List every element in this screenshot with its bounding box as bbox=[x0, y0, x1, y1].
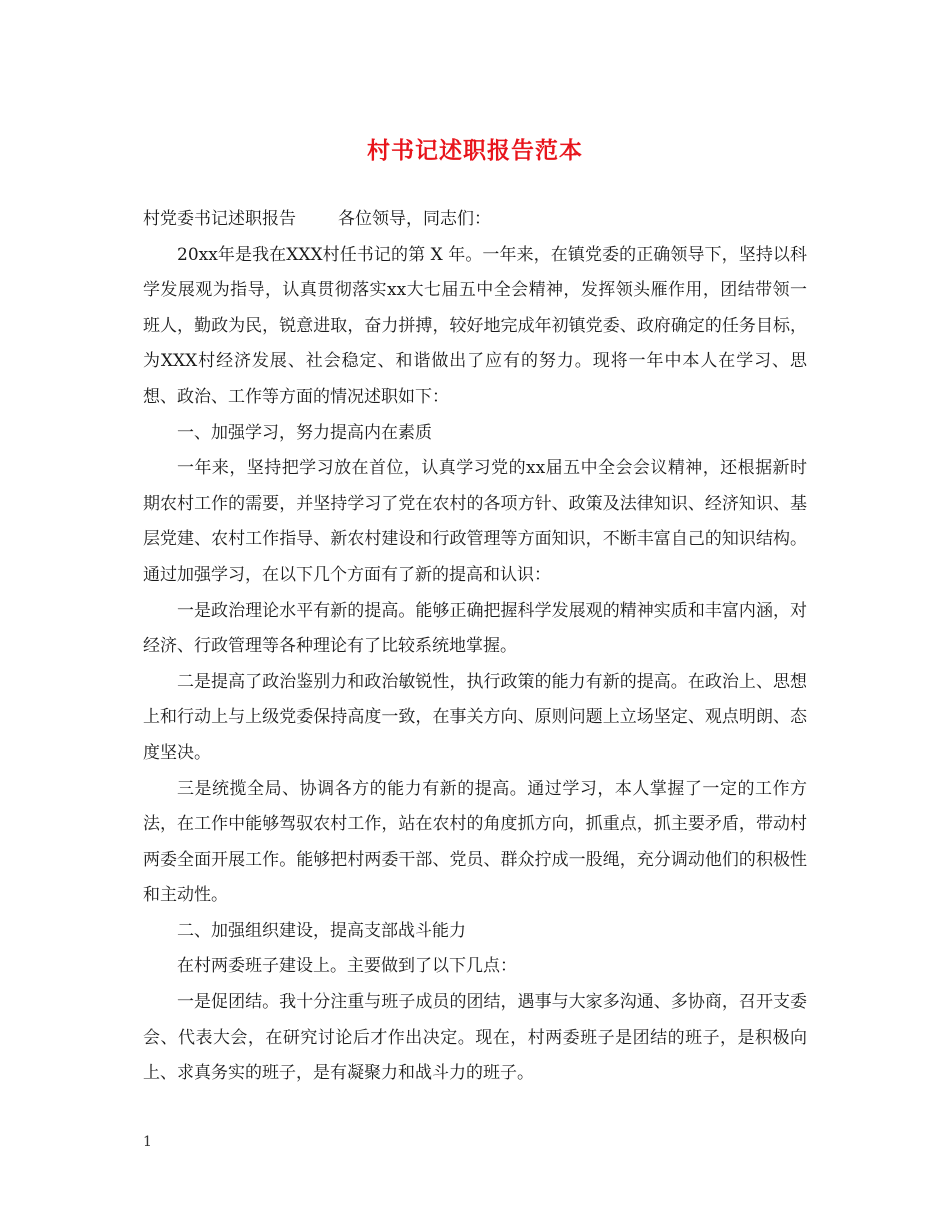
paragraph-unity: 一是促团结。我十分注重与班子成员的团结，遇事与大家多沟通、多协商，召开支委会、代表大会，在研究讨论后才作出决定。现在，村两委班子是团结的班子，是积极向上、求真务实的班子，是有凝聚力和战斗力的班子。 bbox=[143, 992, 807, 1084]
paragraph-point-1: 一是政治理论水平有新的提高。能够正确把握科学发展观的精神实质和丰富内涵，对经济、行政管理等各种理论有了比较系统地掌握。 bbox=[143, 600, 807, 657]
report-heading: 村党委书记述职报告 bbox=[143, 209, 296, 229]
page-number: 1 bbox=[143, 1134, 152, 1150]
heading-line bbox=[143, 202, 807, 238]
paragraph-study: 一年来，坚持把学习放在首位，认真学习党的xx届五中全会会议精神，还根据新时期农村工作的需要，并坚持学习了党在农村的各项方针、政策及法律知识、经济知识、基层党建、农村工作指导、新农村建设和行政管理等方面知识，不断丰富自己的知识结构。通过加强学习，在以下几个方面有了新的提高和认识： bbox=[143, 458, 807, 585]
paragraph-point-2: 二是提高了政治鉴别力和政治敏锐性，执行政策的能力有新的提高。在政治上、思想上和行动上与上级党委保持高度一致，在事关方向、原则问题上立场坚定、观点明朗、态度坚决。 bbox=[143, 671, 807, 763]
document-title: 村书记述职报告范本 bbox=[367, 137, 583, 164]
document-body bbox=[143, 202, 807, 1092]
section-heading-1: 一、加强学习，努力提高内在素质 bbox=[177, 422, 432, 443]
paragraph-team-building: 在村两委班子建设上。主要做到了以下几点： bbox=[177, 956, 517, 977]
paragraph-point-3: 三是统揽全局、协调各方的能力有新的提高。通过学习，本人掌握了一定的工作方法，在工作中能够驾驭农村工作，站在农村的角度抓方向，抓重点，抓主要矛盾，带动村两委全面开展工作。能够把村两委干部、党员、群众拧成一股绳，充分调动他们的积极性和主动性。 bbox=[143, 778, 807, 906]
salutation: 各位领导，同志们： bbox=[338, 209, 491, 229]
paragraph-intro: 20xx年是我在XXX村任书记的第 X 年。一年来，在镇党委的正确领导下，坚持以科学发展观为指导，认真贯彻落实xx大七届五中全会精神，发挥领头雁作用，团结带领一班人，勤政为民，锐意进取，奋力拼搏，较好地完成年初镇党委、政府确定的任务目标，为XXX村经济发展、社会稳定、和谐做出了应有的努力。现将一年中本人在学习、思想、政治、工作等方面的情况述职如下： bbox=[143, 244, 807, 407]
section-heading-2: 二、加强组织建设，提高支部战斗能力 bbox=[177, 920, 466, 941]
